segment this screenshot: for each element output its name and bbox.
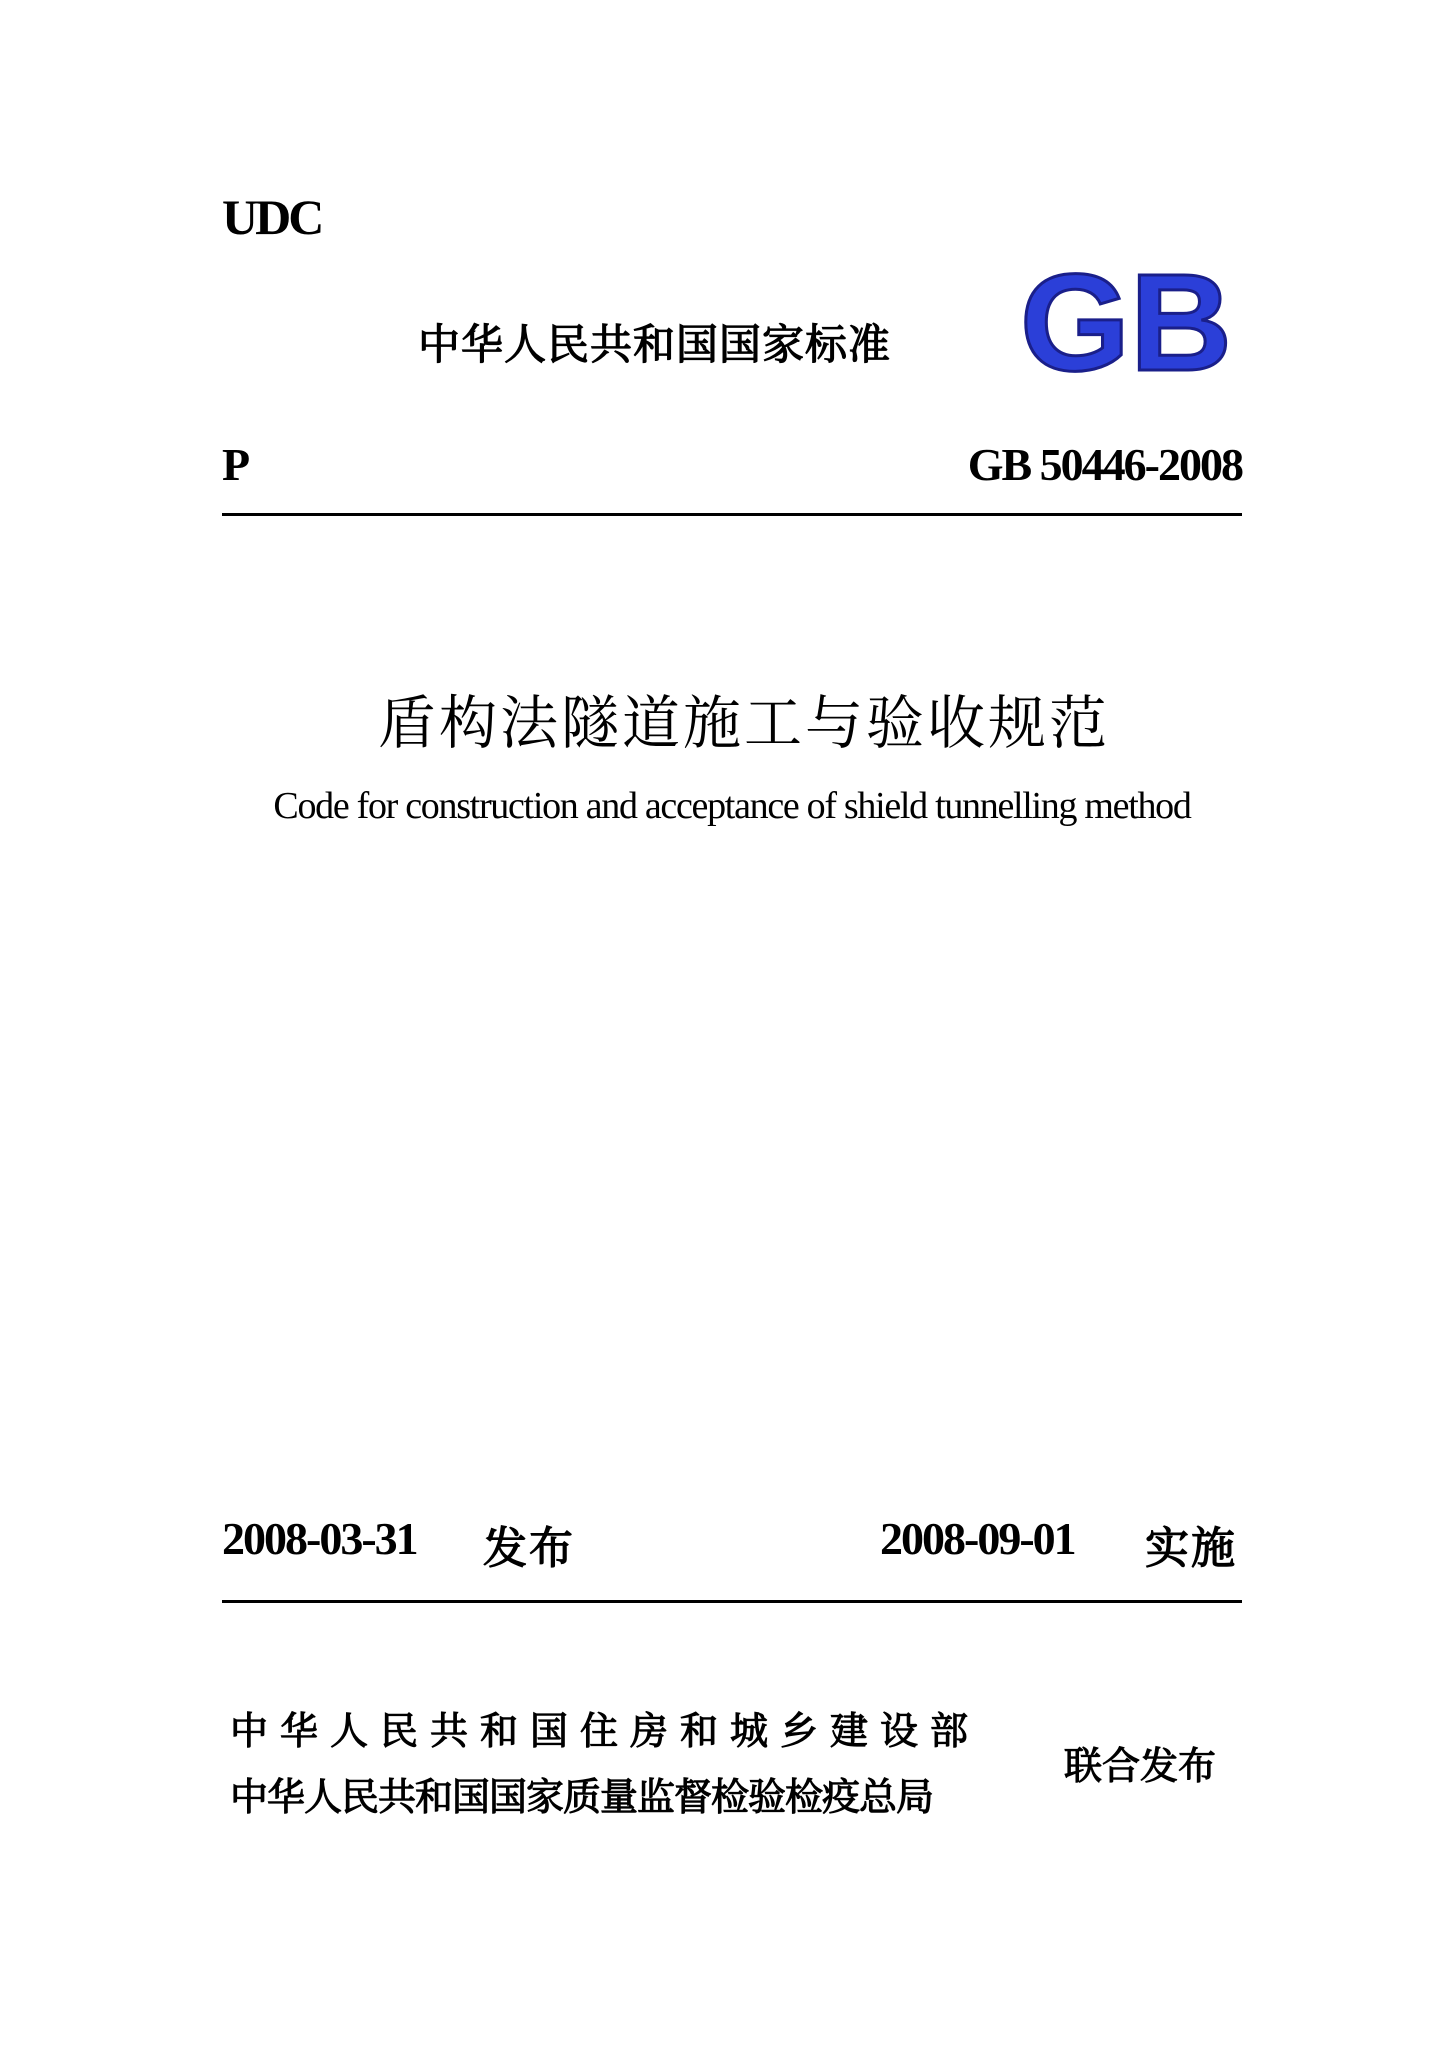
issuer-aqsiq: 中华人民共和国国家质量监督检验检疫总局 bbox=[230, 1775, 934, 1819]
gb-logo bbox=[1018, 262, 1236, 380]
title-english: Code for construction and acceptance of shield tunnelling method bbox=[273, 785, 1191, 827]
classification-code: P bbox=[222, 439, 251, 490]
effective-label: 实施 bbox=[1145, 1523, 1237, 1574]
top-divider bbox=[222, 513, 1242, 516]
udc-label: UDC bbox=[222, 189, 322, 245]
gb-logo-text: GB bbox=[1020, 262, 1232, 380]
effective-date: 2008-09-01 bbox=[880, 1513, 1075, 1564]
issue-date: 2008-03-31 bbox=[222, 1513, 417, 1564]
standard-number: GB 50446-2008 bbox=[967, 439, 1242, 490]
national-standard-heading: 中华人民共和国国家标准 bbox=[418, 320, 892, 369]
issue-label: 发布 bbox=[483, 1523, 575, 1574]
issuer-ministry: 中华人民共和国住房和城乡建设部 bbox=[230, 1709, 981, 1753]
title-chinese: 盾构法隧道施工与验收规范 bbox=[377, 689, 1110, 757]
joint-issue-label: 联合发布 bbox=[1064, 1744, 1217, 1788]
bottom-divider bbox=[222, 1600, 1242, 1603]
